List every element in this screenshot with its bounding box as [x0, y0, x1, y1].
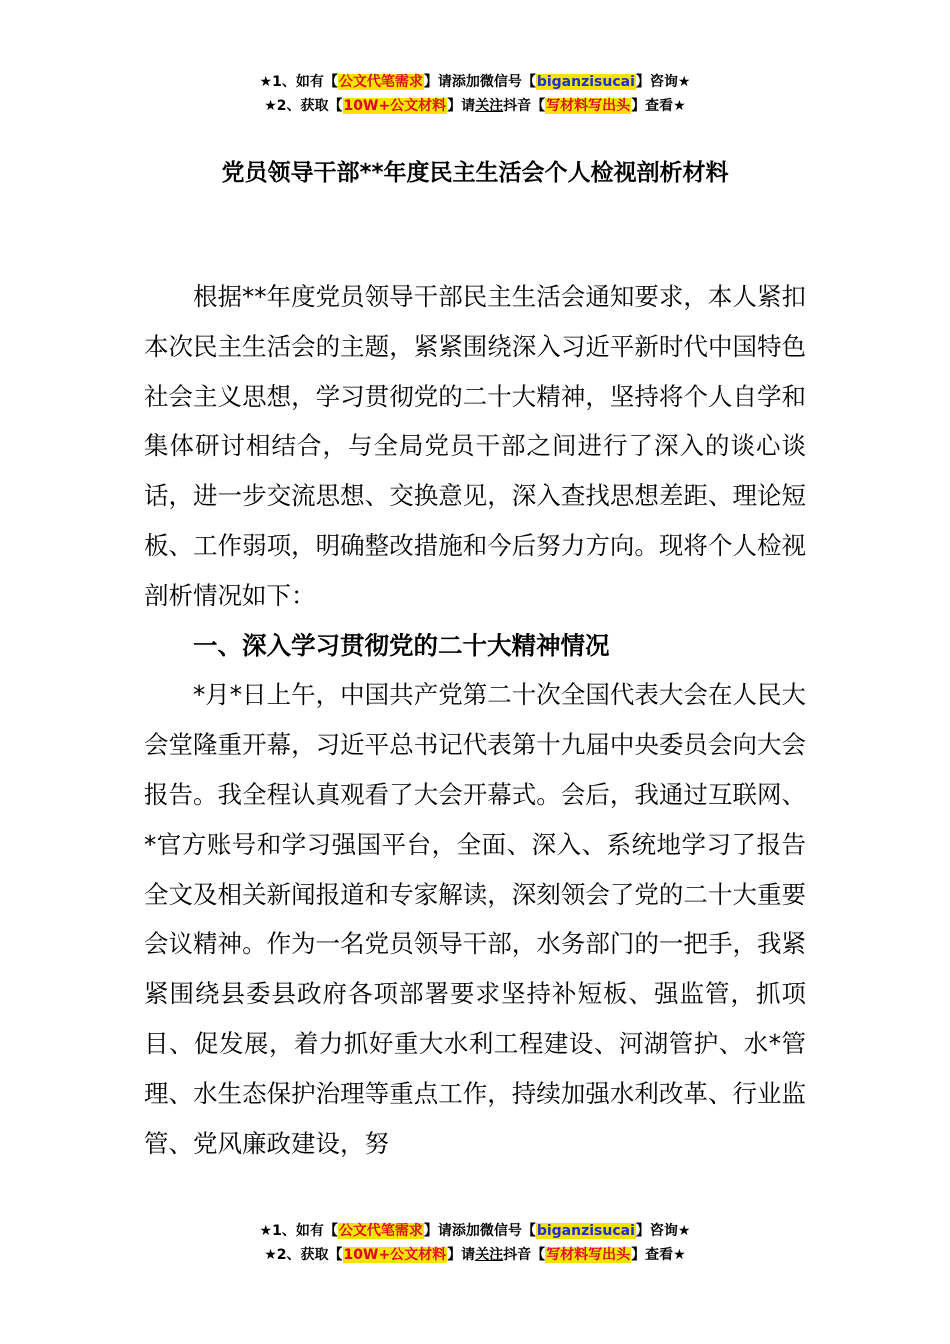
promo-text: 】咨询★ — [635, 1223, 691, 1239]
promo-highlight: 公文代笔需求 — [338, 1223, 423, 1239]
promo-highlight: 公文代笔需求 — [338, 74, 423, 90]
section-heading: 一、深入学习贯彻党的二十大精神情况 — [193, 630, 610, 660]
promo-text: ★1、如有【 — [259, 74, 338, 90]
intro-paragraph: 根据**年度党员领导干部民主生活会通知要求，本人紧扣本次民主生活会的主题，紧紧围绕深入习近平新时代中国特色社会主义思想，学习贯彻党的二十大精神，坚持将个人自学和集体研讨相结合，与全局党员干部之间进行了深入的谈心谈话，进一步交流思想、交换意见，深入查找思想差距、理论短板、工作弱项，明确整改措施和今后努力方向。现将个人检视剖析情况如下： — [144, 282, 806, 610]
promo-text: ★1、如有【 — [259, 1223, 338, 1239]
promo-text: 微信号【 — [479, 1223, 536, 1239]
promo-line-2 — [0, 1243, 950, 1267]
promo-wechat-id: biganzisucai — [536, 74, 635, 90]
promo-emphasis: 添加 — [451, 74, 480, 90]
section-paragraph: *月*日上午，中国共产党第二十次全国代表大会在人民大会堂隆重开幕，习近平总书记代表第十九届中央委员会向大会报告。我全程认真观看了大会开幕式。会后，我通过互联网、*官方账号和学习强国平台，全面、深入、系统地学习了报告全文及相关新闻报道和专家解读，深刻领会了党的二十大重要会议精神。作为一名党员领导干部，水务部门的一把手，我紧紧围绕县委县政府各项部署要求坚持补短板、强监管，抓项目、促发展，着力抓好重大水利工程建设、河湖管护、水*管理、水生态保护治理等重点工作，持续加强水利改革、行业监管、党风廉政建设，努 — [144, 680, 806, 1158]
promo-text: 抖音【 — [503, 98, 546, 114]
promo-line-1 — [0, 70, 950, 94]
promo-text: 】请 — [423, 1223, 452, 1239]
promo-emphasis: 关注 — [475, 98, 504, 114]
promo-douyin-id: 写材料写出头 — [546, 98, 631, 114]
promo-text: 】请 — [423, 74, 452, 90]
promo-text: 】查看★ — [631, 98, 686, 114]
promo-douyin-id: 写材料写出头 — [546, 1247, 631, 1263]
promo-highlight: 10W+公文材料 — [343, 1247, 447, 1263]
promo-wechat-id: biganzisucai — [536, 1223, 635, 1239]
promo-emphasis: 添加 — [451, 1223, 480, 1239]
promo-text: 微信号【 — [479, 74, 536, 90]
promo-line-1 — [0, 1219, 950, 1243]
promo-line-2 — [0, 94, 950, 118]
promo-text: 】请 — [447, 1247, 476, 1263]
promo-text: 】查看★ — [631, 1247, 686, 1263]
document-title: 党员领导干部**年度民主生活会个人检视剖析材料 — [221, 160, 729, 186]
promo-text: 抖音【 — [503, 1247, 546, 1263]
promo-text: ★2、获取【 — [264, 1247, 343, 1263]
promo-banner-top — [0, 70, 950, 118]
promo-text: 】咨询★ — [635, 74, 691, 90]
promo-banner-bottom — [0, 1219, 950, 1267]
promo-text: ★2、获取【 — [264, 98, 343, 114]
promo-emphasis: 关注 — [475, 1247, 504, 1263]
document-body — [144, 272, 806, 1168]
promo-text: 】请 — [447, 98, 476, 114]
promo-highlight: 10W+公文材料 — [343, 98, 447, 114]
